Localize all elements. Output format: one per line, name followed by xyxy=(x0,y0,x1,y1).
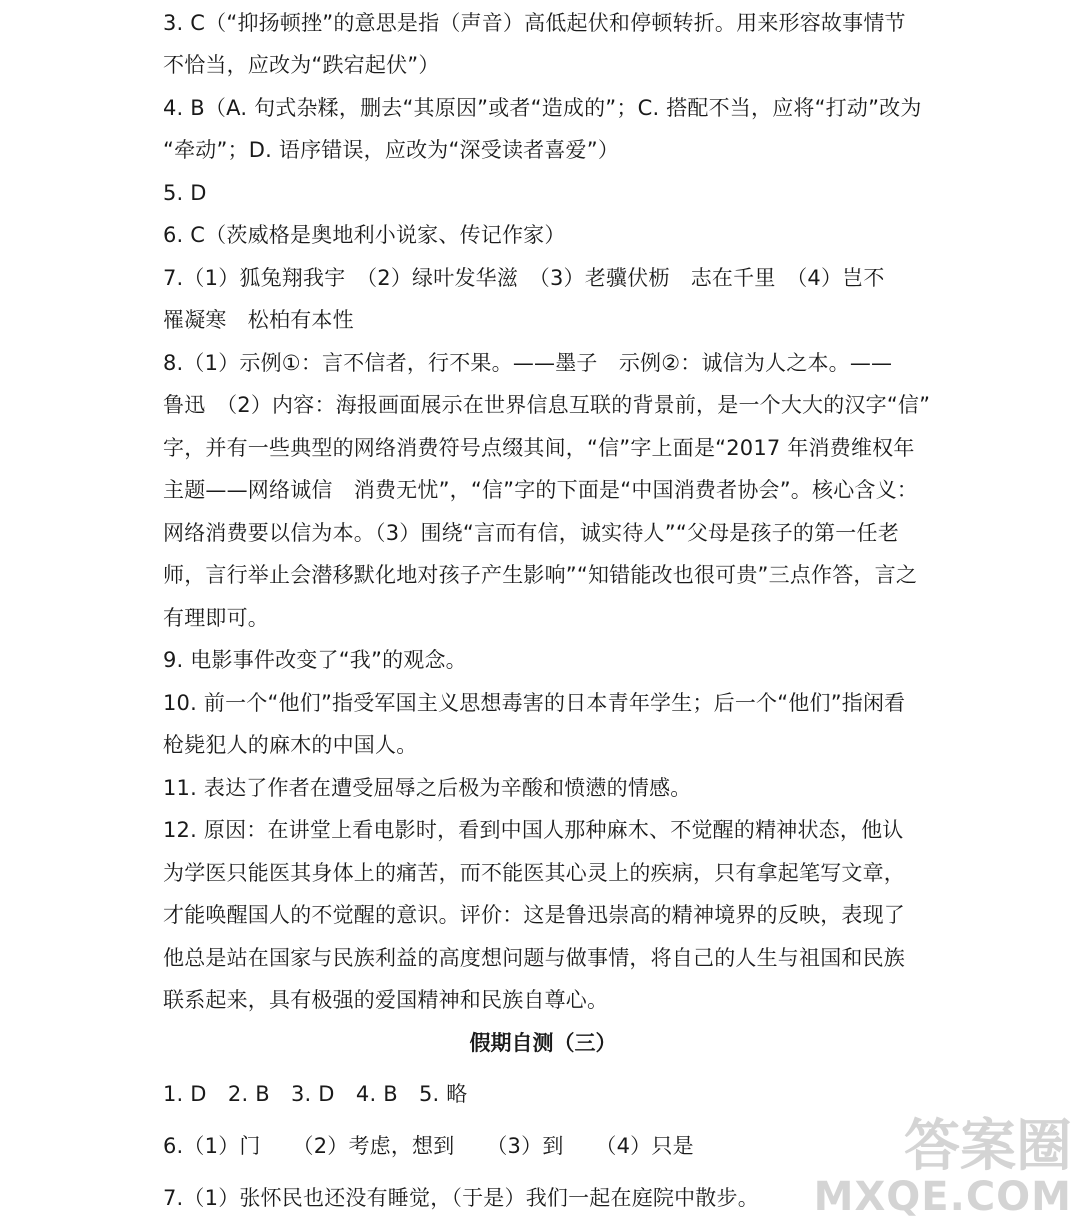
text-line: 7.（1）张怀民也还没有睡觉，（于是）我们一起在庭院中散步。 xyxy=(163,1186,759,1210)
text-line: 才能唤醒国人的不觉醒的意识。评价：这是鲁迅崇高的精神境界的反映，表现了 xyxy=(163,903,905,927)
text-line: 有理即可。 xyxy=(163,606,269,630)
text-line: 4. B（A. 句式杂糅，删去“其原因”或者“造成的”；C. 搭配不当，应将“打动”改为 xyxy=(163,96,922,120)
text-line: 7.（1）狐兔翔我宇 （2）绿叶发华滋 （3）老骥伏枥 志在千里 （4）岂不 xyxy=(163,266,885,290)
text-line: 不恰当，应改为“跌宕起伏”） xyxy=(163,53,440,77)
section-title: 假期自测（三） xyxy=(469,1031,617,1055)
text-line: 主题——网络诚信 消费无忧”，“信”字的下面是“中国消费者协会”。核心含义： xyxy=(163,478,918,502)
watermark-logo: 答案圈 xyxy=(904,1114,1072,1179)
text-line: 为学医只能医其身体上的痛苦，而不能医其心灵上的疾病，只有拿起笔写文章， xyxy=(163,861,905,885)
text-line: 10. 前一个“他们”指受军国主义思想毒害的日本青年学生；后一个“他们”指闲看 xyxy=(163,691,906,715)
text-line: 6.（1）门 （2）考虑，想到 （3）到 （4）只是 xyxy=(163,1134,694,1158)
text-line: 字，并有一些典型的网络消费符号点缀其间，“信”字上面是“2017 年消费维权年 xyxy=(163,436,915,460)
text-line: 联系起来，具有极强的爱国精神和民族自尊心。 xyxy=(163,988,609,1012)
text-line: 他总是站在国家与民族利益的高度想问题与做事情，将自己的人生与祖国和民族 xyxy=(163,946,905,970)
text-line: 6. C（茨威格是奥地利小说家、传记作家） xyxy=(163,223,566,247)
text-line: 1. D 2. B 3. D 4. B 5. 略 xyxy=(163,1082,468,1106)
watermark xyxy=(813,1114,1072,1220)
text-line: 5. D xyxy=(163,181,207,205)
text-line: 9. 电影事件改变了“我”的观念。 xyxy=(163,648,467,672)
text-line: 师，言行举止会潜移默化地对孩子产生影响”“知错能改也很可贵”三点作答，言之 xyxy=(163,563,918,587)
text-line: 8.（1）示例①：言不信者，行不果。——墨子 示例②：诚信为人之本。—— xyxy=(163,351,893,375)
text-line: 网络消费要以信为本。（3）围绕“言而有信，诚实待人”“父母是孩子的第一任老 xyxy=(163,521,899,545)
text-line: 3. C（“抑扬顿挫”的意思是指（声音）高低起伏和停顿转折。用来形容故事情节 xyxy=(163,11,906,35)
text-line: 枪毙犯人的麻木的中国人。 xyxy=(163,733,418,757)
text-line: 罹凝寒 松柏有本性 xyxy=(163,308,354,332)
watermark-url: MXQE.COM xyxy=(813,1174,1072,1220)
text-line: “牵动”；D. 语序错误，应改为“深受读者喜爱”） xyxy=(163,138,620,162)
text-line: 11. 表达了作者在遭受屈辱之后极为辛酸和愤懑的情感。 xyxy=(163,776,692,800)
text-line: 12. 原因：在讲堂上看电影时，看到中国人那种麻木、不觉醒的精神状态，他认 xyxy=(163,818,904,842)
text-line: 鲁迅 （2）内容：海报画面展示在世界信息互联的背景前，是一个大大的汉字“信” xyxy=(163,393,931,417)
